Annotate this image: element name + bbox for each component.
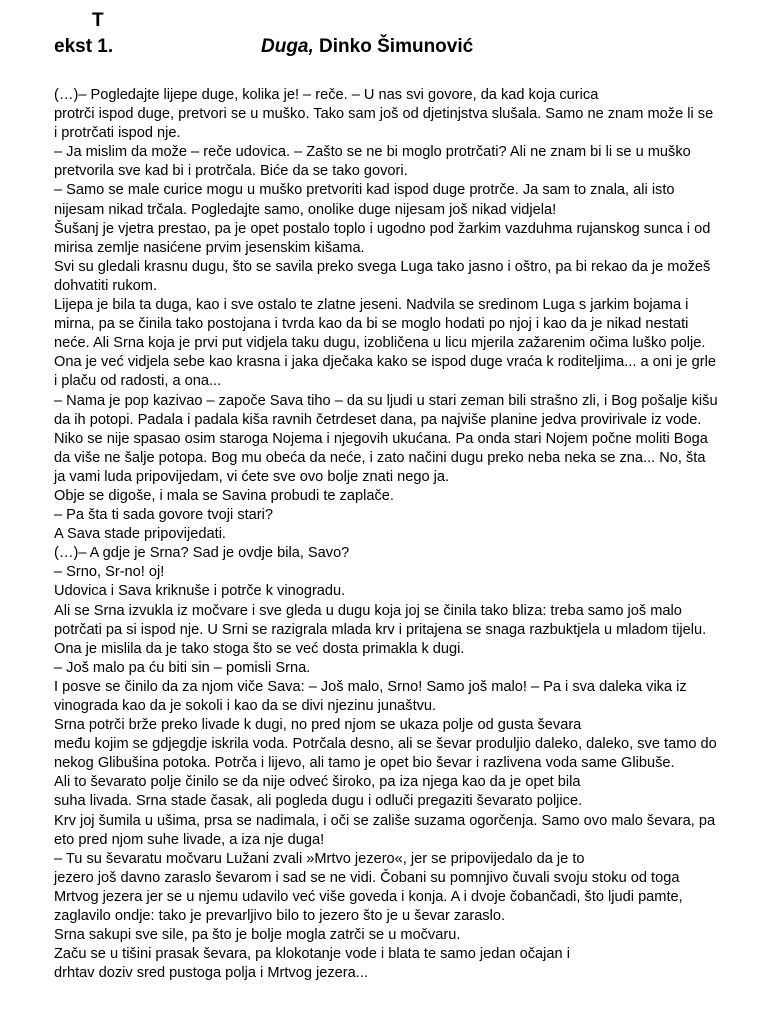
work-name: Duga, bbox=[261, 36, 314, 57]
text-line: protrči ispod duge, pretvori se u muško. Tako sam još od djetinjstva slušala. Samo ne znam može li se bbox=[54, 106, 714, 123]
text-line: vinograda kao da je sokoli i kao da se divi njezinu junaštvu. bbox=[54, 698, 437, 714]
text-line: drhtav doziv sred pustoga polja i Mrtvog jezera... bbox=[54, 965, 368, 982]
text-line: da više ne šalje potopa. Bog mu obeća da neće, i zato načini dugu preko neba neka se zna... No, šta bbox=[54, 449, 706, 466]
text-line: eto pred njom suhe livade, a iza nje duga! bbox=[54, 831, 325, 848]
text-line: i plaču od radosti, a ona... bbox=[54, 373, 222, 390]
text-line: neće. Ali Srna koja je prvi put vidjela taku dugu, izobličena u licu mjerila zažarenim očima luško polje. bbox=[54, 335, 706, 352]
text-line: – Pa šta ti sada govore tvoji stari? bbox=[54, 507, 274, 524]
text-line: Srna sakupi sve sile, pa što je bolje mogla zatrči se u močvaru. bbox=[54, 927, 461, 944]
text-line: – Samo se male curice mogu u muško pretvoriti kad ispod duge protrče. Ja sam to znala, ali isto bbox=[54, 182, 675, 199]
heading-text-number: ekst 1. bbox=[54, 36, 114, 57]
text-line: Ali se Srna izvukla iz močvare i sve gleda u dugu koja joj se činila tako bliza: treba samo još malo bbox=[54, 602, 682, 619]
text-line: pretvorila sve kad bi i protrčala. Biće da se tako govori. bbox=[54, 163, 408, 180]
text-line: Udovica i Sava kriknuše i potrče k vinogradu. bbox=[54, 583, 346, 600]
text-line: Začu se u tišini prasak ševara, pa klokotanje vode i blata te samo jedan očajan i bbox=[54, 946, 570, 963]
text-line: Ali to ševarato polje činilo se da nije odveć široko, pa iza njega kao da je opet bila bbox=[54, 774, 581, 791]
text-line: Mrtvog jezera jer se u njemu udavilo već više goveda i konja. A i dvoje čobančadi, što ljudi pamte, bbox=[54, 888, 683, 905]
text-line: – Nama je pop kazivao – započe Sava tiho – da su ljudi u stari zeman bili strašno zli, i Bog pošalje kišu bbox=[54, 392, 718, 409]
text-line: – Tu su ševaratu močvaru Lužani zvali »Mrtvo jezero«, jer se pripovijedalo da je to bbox=[54, 850, 585, 867]
text-line: mirisa zemlje nasićene prvim jesenskim kišama. bbox=[54, 239, 365, 256]
text-line: među kojim se gdjegdje iskrila voda. Potrčala desno, ali se ševar produljio daleko, daleko, sve tamo do bbox=[54, 736, 717, 753]
text-line: (…)– A gdje je Srna? Sad je ovdje bila, Savo? bbox=[54, 545, 350, 562]
text-line: zaglavilo ondje: tako je prevarljivo bilo to jezero što je u ševar zaraslo. bbox=[54, 908, 506, 925]
text-line: nekog Glibušina potoka. Potrča i lijevo, ali tamo je opet bio ševar i razlivena voda same Glibuše. bbox=[54, 755, 675, 772]
text-line: Obje se digoše, i mala se Savina probudi te zaplače. bbox=[54, 487, 394, 504]
text-line: Krv joj šumila u ušima, prsa se nadimala, i oči se zališe suzama ogorčenja. Samo ovo malo ševara, pa bbox=[54, 812, 716, 829]
text-line: Niko se nije spasao osim staroga Nojema i njegovih ukućana. Pa onda stari Nojem počne moliti Boga bbox=[54, 430, 708, 447]
text-line: da ih potopi. Padala i padala kiša ravnih četrdeset dana, pa najviše planine jedva provirivale iz vode. bbox=[54, 411, 702, 428]
text-line: suha livada. Srna stade časak, ali pogleda dugu i odluči pregaziti ševarato poljice. bbox=[54, 793, 583, 810]
heading-letter-t: T bbox=[92, 10, 104, 31]
text-line: Ona je već vidjela sebe kao krasna i jaka dječaka kako se ispod duge vraća k roditeljima... a oni je grle bbox=[54, 354, 716, 371]
text-line: – Ja mislim da može – reče udovica. – Zašto se ne bi moglo protrčati? Ali ne znam bi li se u muško bbox=[54, 144, 691, 161]
text-line: mirna, pa se činila tako postojana i tvrda kao da bi se moglo hodati po njoj i kao da je nikad nestati bbox=[54, 316, 689, 333]
text-line: (…)– Pogledajte lijepe duge, kolika je! – reče. – U nas svi govore, da kad koja curica bbox=[54, 87, 599, 103]
text-line: i protrčati ispod nje. bbox=[54, 125, 181, 142]
text-line: ja vami luda pripovijedam, vi ćete sve ovo bolje znati nego ja. bbox=[54, 468, 450, 485]
text-line: Svi su gledali krasnu dugu, što se savila preko svega Luga tako jasno i oštro, pa bi rekao da je možeš bbox=[54, 258, 711, 275]
heading-row bbox=[54, 36, 754, 58]
text-line: potrčati pa si ispod nje. U Srni se razigrala mlada krv i pritajena se snaga razbuktjela u mladom tijelu. bbox=[54, 621, 707, 638]
text-line: Ona je mislila da je tako stoga što se već dosta primakla k dugi. bbox=[54, 640, 465, 657]
heading-work-title bbox=[261, 36, 473, 58]
story-text bbox=[54, 86, 754, 983]
text-line: Šušanj je vjetra prestao, pa je opet postalo toplo i ugodno pod žarkim vazduhma rujanskog sunca i od bbox=[54, 220, 711, 237]
text-line: – Srno, Sr-no! oj! bbox=[54, 564, 165, 581]
text-line: – Još malo pa ću biti sin – pomisli Srna. bbox=[54, 659, 311, 676]
text-line: Srna potrči brže preko livade k dugi, no pred njom se ukaza polje od gusta ševara bbox=[54, 717, 582, 734]
text-line: nijesam nikad trčala. Pogledajte samo, onolike duge nijesam još nikad vidjela! bbox=[54, 201, 557, 218]
text-line: Lijepa je bila ta duga, kao i sve ostalo te zlatne jeseni. Nadvila se sredinom Luga s jarkim bojama i bbox=[54, 297, 689, 314]
text-line: I posve se činilo da za njom viče Sava: – Još malo, Srno! Samo još malo! – Pa i sva daleka vika iz bbox=[54, 678, 687, 695]
author-name: Dinko Šimunović bbox=[313, 36, 474, 57]
text-line: A Sava stade pripovijedati. bbox=[54, 526, 226, 543]
text-line: jezero još davno zaraslo ševarom i sad se ne vidi. Čobani su pomnjivo čuvali svoju stoku od toga bbox=[54, 869, 680, 886]
text-line: dohvatiti rukom. bbox=[54, 277, 158, 294]
